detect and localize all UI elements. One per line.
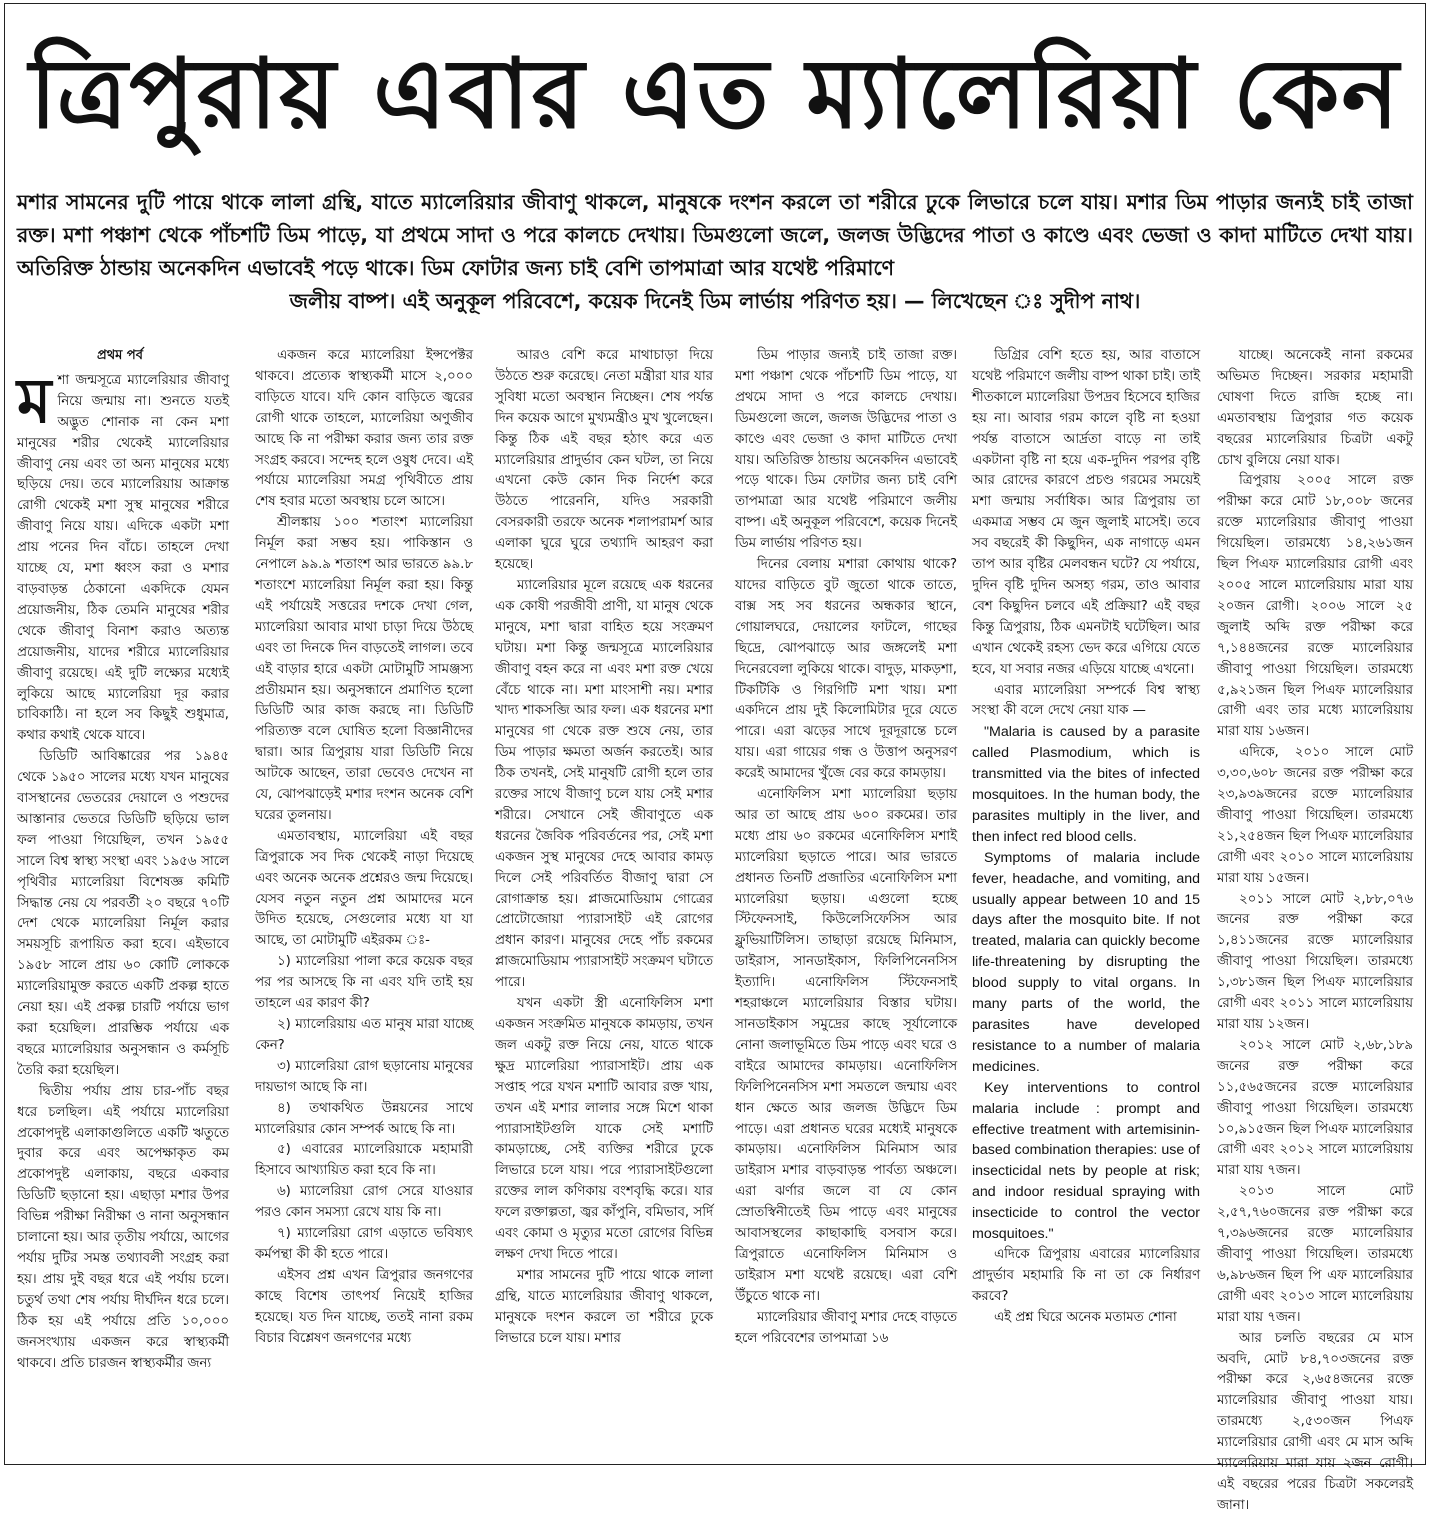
article-paragraph: একজন করে ম্যালেরিয়া ইন্সপেক্টর থাকবে। প্রত্যেক স্বাস্থ্যকর্মী মাসে ২,০০০ বাড়িতে যাবে। যদি কোন বাড়িতে জ্বরের রোগী থাকে তাহলে, ম্যালেরিয়া অণুজীব আছে কি না পরীক্ষা করার জন্য তার রক্ত সংগ্রহ করবে। সন্দেহ হলে ওষুধ দেবে। এই পর্যায়ে ম্যালেরিয়া সমগ্র পৃথিবীতে প্রায় শেষ হবার মতো অবস্থায় চলে আসে। — [255, 348, 473, 510]
newspaper-page — [4, 3, 1426, 1513]
article-paragraph: ১) ম্যালেরিয়া পালা করে কয়েক বছর পর পর আসছে কি না এবং যদি তাই হয় তাহলে এর কারণ কী? — [255, 954, 473, 1012]
article-column-5 — [972, 346, 1200, 1460]
article-paragraph — [17, 363, 229, 747]
who-quote-paragraph: Key interventions to control malaria include : prompt and effective treatment with artemisinin-based combination therapies: use of insecticidal nets by people at risk; and indoor residual spraying with insecticide to control the vector mosquitoes." — [972, 1079, 1200, 1243]
article-paragraph: দিনের বেলায় মশারা কোথায় থাকে? যাদের বাড়িতে বুট জুতো থাকে তাতে, বাক্স সহ সব ধরনের অন্ধকার স্থানে, গোয়ালঘরে, দেয়ালের ফাটলে, গাছের ছিদ্রে, ঝোপঝাড়ে আর জঙ্গলেই মশা দিনেরবেলা লুকিয়ে থাকে। বাদুড়, মাকড়শা, টিকটিকি ও গিরগিটি মশা খায়। মশা একদিনে প্রায় দুই কিলোমিটার দূরে যেতে পারে। এরা ঝড়ের সাথে দূরদূরান্তে চলে যায়। এরা গায়ের গন্ধ ও উত্তাপ অনুসরণ করেই আমাদের খুঁজে বের করে কামড়ায়। — [735, 557, 957, 782]
article-column-4 — [735, 346, 957, 1460]
article-paragraph: আর চলতি বছরের মে মাস অবদি, মোট ৮৪,৭০৩জনের রক্ত পরীক্ষা করে ২,৬৫৪জনের রক্তে ম্যালেরিয়ার জীবাণু পাওয়া যায়। তারমধ্যে ২,৫৩০জন পিএফ ম্যালেরিয়ার রোগী এবং মে মাস অব্দি ম্যালেরিয়ায় মারা যায় ২জন রোগী। এই বছরের পরের চিত্রটা সকলেরই জানা। — [1217, 1330, 1413, 1513]
article-paragraph: ৭) ম্যালেরিয়া রোগ এড়াতে ভবিষ্যৎ কর্মপন্থা কী কী হতে পারে। — [255, 1226, 473, 1262]
article-paragraph: ৪) তথাকথিত উন্নয়নের সাথে ম্যালেরিয়ার কোন সম্পর্ক আছে কি না। — [255, 1100, 473, 1137]
article-paragraph: ডিগ্রির বেশি হতে হয়, আর বাতাসে যথেষ্ট পরিমাণে জলীয় বাষ্প থাকা চাই। তাই শীতকালে ম্যালেরিয়া উপদ্রব হিসেবে হাজির হয় না। আবার গরম কালে বৃষ্টি না হওয়া পর্যন্ত বাতাসে আর্দ্রতা বাড়ে না তাই একটানা বৃষ্টি না হয়ে এক-দুদিন পরপর বৃষ্টি আর রোদের কারণে প্রচণ্ড গরমের সময়েই মশা জন্মায় সর্বাধিক। আর ত্রিপুরায় তা একমাত্র সম্ভব মে জুন জুলাই মাসেই। তবে সব বছরেই কী কিছুদিন, এক নাগাড়ে এমন তাপ আর বৃষ্টির মেলবন্ধন ঘটে? যে পর্যায়ে, দুদিন বৃষ্টি দুদিন অসহ্য গরম, তাও আবার বেশ কিছুদিন চলবে এই প্রক্রিয়া? এই বছর কিন্তু ত্রিপুরায়, ঠিক এমনটাই ঘটেছিল। আর এখান থেকেই রহস্য ভেদ করে এগিয়ে যেতে হবে, যা সবার নজর এড়িয়ে যাচ্ছে এখনো। — [972, 348, 1200, 677]
intro-paragraph — [17, 186, 1413, 318]
article-paragraph: ৫) এবারের ম্যালেরিয়াকে মহামারী হিসাবে আখ্যায়িত করা হবে কি না। — [255, 1142, 473, 1179]
article-column-6 — [1217, 346, 1413, 1513]
article-paragraph: এবার ম্যালেরিয়া সম্পর্কে বিশ্ব স্বাস্থ্য সংস্থা কী বলে দেখে নেয়া যাক — — [972, 682, 1200, 719]
article-paragraph: এনোফিলিস মশা ম্যালেরিয়া ছড়ায় আর তা আছে প্রায় ৬০০ রকমের। তার মধ্যে প্রায় ৬০ রকমের এনোফিলিস মশাই ম্যালেরিয়া ছড়াতে পারে। আর ভারতে প্রধানত তিনটি প্রজাতির এনোফিলিস মশা ম্যালেরিয়া ছড়ায়। এগুলো হচ্ছে স্টিফেনসাই, কিউলেসিফেসিস আর ফ্লুভিয়াটিলিস। তাছাড়া রয়েছে মিনিমাস, ডাইরাস, সানডাইকাস, ফিলিপিনেনসিস ইত্যাদি। এনোফিলিস স্টিফেনসাই শহরাঞ্চলে ম্যালেরিয়ার বিস্তার ঘটায়। সানডাইকাস সমুদ্রের কাছে সূর্যালোকে নোনা জলাভূমিতে ডিম পাড়ে এবং ঘরে ও বাইরে আমাদের কামড়ায়। এনোফিলিস ফিলিপিনেনসিস মশা সমতলে জন্মায় এবং ধান ক্ষেতে আর জলজ উদ্ভিদে ডিম পাড়ে। এরা প্রধানত ঘরের মধ্যেই মানুষকে কামড়ায়। এনোফিলিস মিনিমাস আর ডাইরাস মশার বাড়বাড়ন্ত পার্বত্য অঞ্চলে। এরা ঝর্ণার জলে বা যে কোন স্রোতস্বিনীতেই ডিম পাড়ে এবং মানুষের আবাসস্থলের কাছাকাছি বসবাস করে। ত্রিপুরাতে এনোফিলিস মিনিমাস ও ডাইরাস মশা যথেষ্ট রয়েছে। এরা বেশি উঁচুতে থাকে না। — [735, 787, 957, 1304]
intro-last-line: জলীয় বাষ্প। এই অনুকূল পরিবেশে, কয়েক দিনেই ডিম লার্ভায় পরিণত হয়। — লিখেছেন ঃ সুদীপ নাথ। — [289, 289, 1141, 313]
drop-cap: ম — [17, 363, 52, 437]
article-paragraph: যাচ্ছে। অনেকেই নানা রকমের অভিমত দিচ্ছেন। সরকার মহামারী ঘোষণা দিতে রাজি হচ্ছে না। এমতাবস্থায় ত্রিপুরার গত কয়েক বছরের ম্যালেরিয়ার চিত্রটা একটু চোখ বুলিয়ে নেয়া যাক। — [1217, 348, 1413, 468]
article-paragraph: এইসব প্রশ্ন এখন ত্রিপুরার জনগণের কাছে বিশেষ তাৎপর্য নিয়েই হাজির হয়েছে। যত দিন যাচ্ছে, ততই নানা রকম বিচার বিশ্লেষণ জনগণের মধ্যে — [255, 1267, 473, 1346]
intro-body: মশার সামনের দুটি পায়ে থাকে লালা গ্রন্থি, যাতে ম্যালেরিয়ার জীবাণু থাকলে, মানুষকে দংশন করলে তা শরীরে ঢুকে লিভারে চলে যায়। মশার ডিম পাড়ার জন্যই চাই তাজা রক্ত। মশা পঞ্চাশ থেকে পাঁচশটি ডিম পাড়ে, যা প্রথমে সাদা ও পরে কালচে দেখায়। ডিমগুলো জলে, জলজ উদ্ভিদের পাতা ও কাণ্ডে এবং ভেজা ও কাদা মাটিতে দেখা যায়। অতিরিক্ত ঠান্ডায় অনেকদিন এভাবেই পড়ে থাকে। ডিম ফোটার জন্য চাই বেশি তাপমাত্রা আর যথেষ্ট পরিমাণে — [17, 190, 1413, 280]
article-paragraph: ২০১২ সালে মোট ২,৬৮,১৮৯ জনের রক্ত পরীক্ষা করে ১১,৫৬৫জনের রক্তে ম্যালেরিয়ার জীবাণু পাওয়া গিয়েছিল। তারমধ্যে ১০,৯১৫জন ছিল পিএফ ম্যালেরিয়ার রোগী এবং ২০১২ সালে ম্যালেরিয়ায় মারা যায় ৭জন। — [1217, 1037, 1413, 1179]
article-column-1 — [17, 346, 229, 1460]
article-paragraph: এই প্রশ্ন ঘিরে অনেক মতামত শোনা — [994, 1309, 1177, 1325]
who-quote-paragraph: "Malaria is caused by a parasite called Plasmodium, which is transmitted via the bites of infected mosquitoes. In the human body, the parasites multiply in the liver, and then infect red blood cells. — [972, 724, 1200, 845]
article-paragraph: ২০১৩ সালে মোট ২,৫৭,৭৬০জনের রক্ত পরীক্ষা করে ৭,৩৯৬জনের রক্তে ম্যালেরিয়ার জীবাণু পাওয়া গিয়েছিল। তারমধ্যে ৬,৯৮৬জন ছিল পি এফ ম্যালেরিয়ার রোগী এবং ২০১৩ সালে ম্যালেরিয়ায় মারা যায় ৭জন। — [1217, 1184, 1413, 1325]
article-paragraph: মশার সামনের দুটি পায়ে থাকে লালা গ্রন্থি, যাতে ম্যালেরিয়ার জীবাণু থাকলে, মানুষকে দংশন করলে তা শরীরে ঢুকে লিভারে চলে যায়। মশার — [495, 1267, 713, 1346]
article-paragraph: দ্বিতীয় পর্যায় প্রায় চার-পাঁচ বছর ধরে চলছিল। এই পর্যায়ে ম্যালেরিয়া প্রকোপদুষ্ট এলাকাগুলিতে একটি ঋতুতে দুবার করে এবং অপেক্ষাকৃত কম প্রকোপদুষ্ট এলাকায়, বছরে একবার ডিডিটি ছড়ানো হয়। এছাড়া মশার উপর বিভিন্ন পরীক্ষা নিরীক্ষা ও নানা অনুসন্ধান চালানো হয়। আর তৃতীয় পর্যায়ে, আগের পর্যায় দুটির সমস্ত তথ্যাবলী সংগ্রহ করা হয়। প্রায় দুই বছর ধরে এই পর্যায় চলে। চতুর্থ তথা শেষ পর্যায় দীর্ঘদিন ধরে চলে। ঠিক হয় এই পর্যায়ে প্রতি ১০,০০০ জনসংখ্যায় একজন করে স্বাস্থ্যকর্মী থাকবে। প্রতি চারজন স্বাস্থ্যকর্মীর জন্য — [17, 1083, 229, 1371]
article-paragraph: ৬) ম্যালেরিয়া রোগ সেরে যাওয়ার পরও কোন সমস্যা রেখে যায় কি না। — [255, 1184, 473, 1221]
article-paragraph: ডিডিটি আবিষ্কারের পর ১৯৪৫ থেকে ১৯৫০ সালের মধ্যে যখন মানুষের বাসস্থানের ভেতরের দেয়ালে ও পশুদের আস্তানার ভেতরে ডিডিটি ছড়িয়ে ভাল ফল পাওয়া গিয়েছিল, তখন ১৯৫৫ সালে বিশ্ব স্বাস্থ্য সংস্থা এবং ১৯৫৬ সালে পৃথিবীর ম্যালেরিয়া বিশেষজ্ঞ কমিটি সিদ্ধান্ত নেয় যে পরবর্তী ২০ বছরে ৭০টি দেশ থেকে ম্যালেরিয়া নির্মূল করার সময়সূচি রূপায়িত করা হবে। এইভাবে ১৯৫৮ সালে প্রায় ৬০ কোটি লোককে ম্যালেরিয়ামুক্ত করতে একটি প্রকল্প হাতে নেয়া হয়। এই প্রকল্প চারটি পর্যায়ে ভাগ করা হয়েছিল। প্রারম্ভিক পর্যায়ে এক বছরে ম্যালেরিয়ার অনুসন্ধান ও কর্মসূচি তৈরি করা হয়েছিল। — [17, 749, 229, 1078]
article-paragraph: ৩) ম্যালেরিয়া রোগ ছড়ানোয় মানুষের দায়ভাগ আছে কি না। — [255, 1058, 473, 1095]
article-paragraph: ত্রিপুরায় ২০০৫ সালে রক্ত পরীক্ষা করে মোট ১৮,০০৮ জনের রক্তে ম্যালেরিয়ার জীবাণু পাওয়া গিয়েছিল। তারমধ্যে ১৪,২৬১জন ছিল পিএফ ম্যালেরিয়ার রোগী এবং ২০০৫ সালে ম্যালেরিয়ায় মারা যায় ২০জন রোগী। ২০০৬ সালে ২৫ জুলাই অব্দি রক্ত পরীক্ষা করে ৭,১৪৪জনের রক্তে ম্যালেরিয়ার জীবাণু পাওয়া গিয়েছিল। তারমধ্যে ৫,৯২১জন ছিল পিএফ ম্যালেরিয়ার রোগী এবং তার মধ্যে ম্যালেরিয়ায় মারা যায় ১৬জন। — [1217, 473, 1413, 740]
article-paragraph: এদিকে ত্রিপুরায় এবারের ম্যালেরিয়ার প্রাদুর্ভাব মহামারি কি না তা কে নির্ধারণ করবে? — [972, 1246, 1200, 1304]
headline: ত্রিপুরায় এবার এত ম্যালেরিয়া কেন — [29, 38, 1401, 150]
article-paragraph: ম্যালেরিয়ার জীবাণু মশার দেহে বাড়তে হলে পরিবেশের তাপমাত্রা ১৬ — [735, 1309, 957, 1346]
article-paragraph: শ্রীলঙ্কায় ১০০ শতাংশ ম্যালেরিয়া নির্মূল করা সম্ভব হয়। পাকিস্তান ও নেপালে ৯৯.৯ শতাংশ আর ভারতে ৯৯.৮ শতাংশে ম্যালেরিয়া নির্মূল করা হয়। কিন্তু এই পর্যায়েই সত্তরের দশকে দেখা গেল, ম্যালেরিয়া আবার মাথা চাড়া দিয়ে উঠছে এবং তা দিনকে দিন বাড়তেই লাগল। তবে এই বাড়ার হারে একটা মোটামুটি সামঞ্জস্য প্রতীয়মান হয়। অনুসন্ধানে প্রমাণিত হলো ডিডিটি আর কাজ করছে না। ডিডিটি পরিত্যক্ত বলে ঘোষিত হলো বিজ্ঞানীদের দ্বারা। আর ত্রিপুরায় যারা ডিডিটি নিয়ে আটকে আছেন, তারা ভেবেও দেখেন না যে, ঝোপঝাড়েই মশার দংশন অনেক বেশি ঘরের তুলনায়। — [255, 515, 473, 823]
article-column-2 — [255, 346, 473, 1460]
article-paragraph-text: শা জন্মসূত্রে ম্যালেরিয়ার জীবাণু নিয়ে জন্মায় না। শুনতে যতই অদ্ভুত শোনাক না কেন মশা মানুষের শরীর থেকেই ম্যালেরিয়ার জীবাণু নেয় এবং তা অন্য মানুষের মধ্যে ছড়িয়ে দেয়। তবে ম্যালেরিয়ায় আক্রান্ত রোগী থেকেই মশা সুস্থ মানুষের শরীরে জীবাণু নিয়ে যায়। এদিকে একটা মশা প্রায় পনের দিন বাঁচে। তাহলে দেখা যাচ্ছে যে, মশা ধ্বংস করা ও মশার বাড়বাড়ন্ত ঠেকানো একদিকে যেমন প্রয়োজনীয়, ঠিক তেমনি মানুষের শরীর থেকে জীবাণু বিনাশ করাও অত্যন্ত প্রয়োজনীয়, যাদের শরীরে ম্যালেরিয়ার জীবাণু রয়েছে। এই দুটি লক্ষ্যের মধ্যেই লুকিয়ে আছে ম্যালেরিয়া দূর করার চাবিকাঠি। না হলে সব কিছুই শুধুমাত্র, কথার কথাই থেকে যাবে। — [17, 372, 229, 744]
article-paragraph: ম্যালেরিয়ার মূলে রয়েছে এক ধরনের এক কোষী পরজীবী প্রাণী, যা মানুষ থেকে মানুষে, মশা দ্বারা বাহিত হয়ে সংক্রমণ ঘটায়। মশা কিন্তু জন্মসূত্রে ম্যালেরিয়ার জীবাণু বহন করে না এবং মশা রক্ত খেয়ে বেঁচে থাকে না। মশা মাংসাশী নয়। মশার খাদ্য শাকসব্জি আর ফল। এক ধরনের মশা মানুষের গা থেকে রক্ত শুষে নেয়, তার ডিম পাড়ার ক্ষমতা অর্জন করতেই। আর ঠিক তখনই, সেই মানুষটি রোগী হলে তার রক্তের সাথে বীজাণু চলে যায় সেই মশার শরীরে। সেখানে সেই জীবাণুতে এক ধরনের জৈবিক পরিবর্তনের পর, সেই মশা একজন সুস্থ মানুষের দেহে আবার কামড় দিলে সেই পরিবর্তিত বীজাণু দ্বারা সে রোগাক্রান্ত হয়। প্লাজমোডিয়াম গোত্রের প্রোটোজোয়া প্যারাসাইট এই রোগের প্রধান কারণ। মানুষের দেহে পাঁচ রকমের প্লাজমোডিয়াম প্যারাসাইট সংক্রমণ ঘটাতে পারে। — [495, 577, 713, 991]
article-column-3 — [495, 346, 713, 1460]
article-paragraph: যখন একটা স্ত্রী এনোফিলিস মশা একজন সংক্রমিত মানুষকে কামড়ায়, তখন জল একটু রক্ত নিয়ে নেয়, যাতে থাকে ক্ষুদ্র ম্যালেরিয়া প্যারাসাইট। প্রায় এক সপ্তাহ পরে যখন মশাটি আবার রক্ত খায়, তখন এই মশার লালার সঙ্গে মিশে থাকা প্যারাসাইটগুলি যাকে সেই মশাটি কামড়াচ্ছে, সেই ব্যক্তির শরীরে ঢুকে লিভারে চলে যায়। পরে প্যারাসাইটগুলো রক্তের লাল কণিকায় বংশবৃদ্ধি করে। যার ফলে রক্তাল্পতা, জ্বর কাঁপুনি, বমিভাব, সর্দি এবং কোমা ও মৃত্যুর মতো রোগের বিভিন্ন লক্ষণ দেখা দিতে পারে। — [495, 996, 713, 1262]
article-paragraph: ২) ম্যালেরিয়ায় এত মানুষ মারা যাচ্ছে কেন? — [255, 1017, 473, 1053]
article-paragraph: ২০১১ সালে মোট ২,৮৮,০৭৬ জনের রক্ত পরীক্ষা করে ১,৪১১জনের রক্তে ম্যালেরিয়ার জীবাণু পাওয়া গিয়েছিল। তারমধ্যে ১,৩৮১জন ছিল পিএফ ম্যালেরিয়ার রোগী এবং ২০১১ সালে ম্যালেরিয়ায় মারা যায় ১২জন। — [1217, 891, 1413, 1032]
article-paragraph: ডিম পাড়ার জন্যই চাই তাজা রক্ত। মশা পঞ্চাশ থেকে পাঁচশটি ডিম পাড়ে, যা প্রথমে সাদা ও পরে কালচে দেখায়। ডিমগুলো জলে, জলজ উদ্ভিদের পাতা ও কাণ্ডে এবং ভেজা ও কাদা মাটিতে দেখা যায়। অতিরিক্ত ঠান্ডায় অনেকদিন এভাবেই পড়ে থাকে। ডিম ফোটার জন্য চাই বেশি তাপমাত্রা আর যথেষ্ট পরিমাণে জলীয় বাষ্প। এই অনুকূল পরিবেশে, কয়েক দিনেই ডিম লার্ভায় পরিণত হয়। — [735, 348, 957, 552]
article-paragraph: আরও বেশি করে মাথাচাড়া দিয়ে উঠতে শুরু করেছে। নেতা মন্ত্রীরা যার যার সুবিধা মতো অবস্থান নিচ্ছেন। শেষ পর্যন্ত দিন কয়েক আগে মুখ্যমন্ত্রীও মুখ খুলেছেন। কিন্তু ঠিক এই বছর হঠাৎ করে এত ম্যালেরিয়ার প্রাদুর্ভাব কেন ঘটল, তা নিয়ে এখনো কেউ কোন দিক নির্দেশ করে উঠতে পারেননি, যদিও সরকারী বেসরকারী তরফে অনেক শলাপরামর্শ আর এলাকা ঘুরে ঘুরে তথ্যাদি আহরণ করা হয়েছে। — [495, 348, 713, 573]
article-paragraph: এমতাবস্থায়, ম্যালেরিয়া এই বছর ত্রিপুরাকে সব দিক থেকেই নাড়া দিয়েছে এবং অনেক অনেক প্রশ্নেরও জন্ম দিয়েছে। যেসব নতুন নতুন প্রশ্ন আমাদের মনে উদিত হয়েছে, সেগুলোর মধ্যে যা যা আছে, তা মোটামুটি এইরকম ঃ- — [255, 828, 473, 949]
article-paragraph: এদিকে, ২০১০ সালে মোট ৩,৩০,৬০৮ জনের রক্ত পরীক্ষা করে ২৩,৯৩৯জনের রক্তে ম্যালেরিয়ার জীবাণু পাওয়া গিয়েছিল। তারমধ্যে ২১,২৫৪জন ছিল পিএফ ম্যালেরিয়ার রোগী এবং ২০১০ সালে ম্যালেরিয়ায় মারা যায় ১৫জন। — [1217, 745, 1413, 886]
article-columns — [17, 346, 1417, 1513]
who-quote-paragraph: Symptoms of malaria include fever, headache, and vomiting, and usually appear between 10 and 15 days after the mosquito bite. If not treated, malaria can quickly become life-threatening by disrupting the blood supply to vital organs. In many parts of the world, the parasites have developed resistance to a number of malaria medicines. — [972, 849, 1200, 1075]
part-subheading: প্রথম পর্ব — [97, 348, 143, 363]
